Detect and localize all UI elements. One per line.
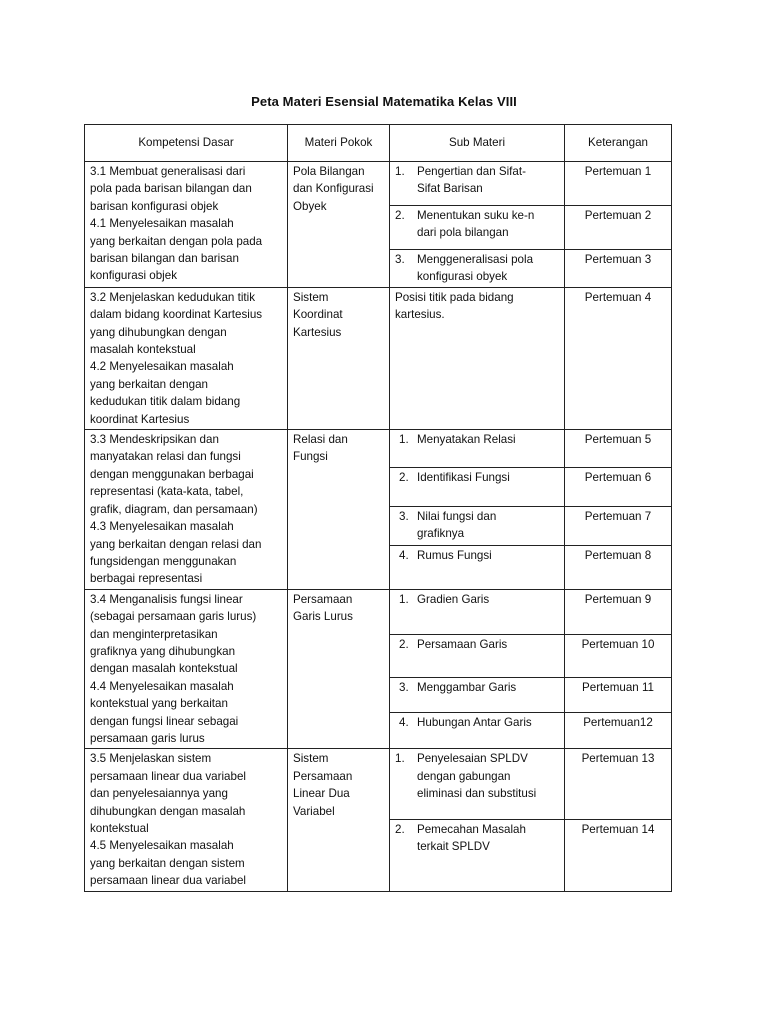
kompetensi-line: dan menginterpretasikan bbox=[90, 627, 218, 641]
keterangan-cell: Pertemuan 3 bbox=[565, 250, 672, 288]
kompetensi-line: kontekstual bbox=[90, 822, 149, 835]
sub-materi-line: Persamaan Garis bbox=[417, 638, 508, 652]
materi-line: Garis Lurus bbox=[293, 610, 353, 624]
sub-materi-line: dari pola bilangan bbox=[417, 226, 509, 240]
keterangan-cell: Pertemuan 14 bbox=[565, 819, 672, 891]
sub-materi-cell bbox=[390, 635, 565, 678]
sub-materi-number: 2. bbox=[399, 471, 409, 485]
keterangan-cell: Pertemuan 8 bbox=[565, 546, 672, 590]
sub-materi-cell bbox=[390, 430, 565, 468]
document-title: Peta Materi Esensial Matematika Kelas VIII bbox=[251, 94, 517, 109]
sub-materi-number: 1. bbox=[399, 592, 409, 606]
sub-materi-number: 4. bbox=[399, 549, 409, 563]
sub-materi-number: 2. bbox=[395, 822, 405, 836]
sub-materi-item bbox=[395, 591, 559, 608]
kompetensi-line: yang berkaitan dengan bbox=[90, 377, 208, 391]
keterangan-cell: Pertemuan 2 bbox=[565, 206, 672, 250]
materi-line: Pola Bilangan bbox=[293, 165, 365, 178]
sub-materi-line: Pengertian dan Sifat- bbox=[417, 165, 526, 178]
sub-materi-item bbox=[395, 289, 559, 324]
sub-materi-cell bbox=[390, 162, 565, 206]
materi-line: dan Konfigurasi bbox=[293, 182, 374, 196]
sub-materi-cell bbox=[390, 713, 565, 749]
sub-materi-text bbox=[395, 289, 559, 324]
sub-materi-item bbox=[395, 508, 559, 543]
sub-materi-line: Gradien Garis bbox=[417, 592, 490, 606]
kompetensi-line: dengan menggunakan berbagai bbox=[90, 467, 254, 481]
materi-line: Obyek bbox=[293, 199, 327, 213]
kompetensi-line: barisan bilangan dan barisan bbox=[90, 252, 239, 266]
sub-materi-cell bbox=[390, 506, 565, 545]
sub-materi-cell bbox=[390, 546, 565, 590]
kompetensi-line: persamaan linear dua variabel bbox=[90, 874, 246, 888]
kompetensi-line: 3.4 Menganalisis fungsi linear bbox=[90, 592, 243, 606]
sub-materi-line: eliminasi dan substitusi bbox=[417, 787, 537, 801]
sub-materi-number: 3. bbox=[399, 509, 409, 523]
kompetensi-line: fungsidengan menggunakan bbox=[90, 554, 237, 568]
sub-materi-item bbox=[395, 251, 559, 286]
sub-materi-cell bbox=[390, 468, 565, 506]
materi-line: Relasi dan bbox=[293, 433, 348, 447]
kompetensi-line: (sebagai persamaan garis lurus) bbox=[90, 610, 257, 624]
sub-materi-line: grafiknya bbox=[417, 527, 465, 541]
kompetensi-line: dengan masalah kontekstual bbox=[90, 662, 238, 676]
materi-pokok-cell bbox=[288, 162, 390, 288]
keterangan-cell: Pertemuan 13 bbox=[565, 749, 672, 820]
sub-materi-cell bbox=[390, 287, 565, 429]
keterangan-cell: Pertemuan 10 bbox=[565, 635, 672, 678]
kompetensi-line: kontekstual yang berkaitan bbox=[90, 697, 228, 711]
keterangan-cell: Pertemuan 5 bbox=[565, 430, 672, 468]
table-header-row bbox=[85, 125, 672, 162]
materi-pokok-cell bbox=[288, 430, 390, 590]
sub-materi-number: 2. bbox=[395, 209, 405, 222]
kompetensi-dasar-cell bbox=[85, 430, 288, 590]
kompetensi-dasar-cell bbox=[85, 749, 288, 891]
sub-materi-line: dengan gabungan bbox=[417, 769, 511, 783]
sub-materi-item bbox=[395, 431, 559, 448]
kompetensi-line: 4.2 Menyelesaikan masalah bbox=[90, 360, 234, 374]
sub-materi-text bbox=[417, 163, 559, 198]
materi-pokok-cell bbox=[288, 287, 390, 429]
sub-materi-cell bbox=[390, 206, 565, 250]
sub-materi-number: 1. bbox=[395, 752, 405, 766]
table-row bbox=[85, 589, 672, 634]
materi-line: Linear Dua bbox=[293, 787, 350, 801]
keterangan-cell: Pertemuan 4 bbox=[565, 287, 672, 429]
sub-materi-line: kartesius. bbox=[395, 308, 445, 322]
sub-materi-text bbox=[417, 636, 559, 653]
sub-materi-item bbox=[395, 821, 559, 856]
keterangan-cell: Pertemuan 9 bbox=[565, 589, 672, 634]
sub-materi-text bbox=[417, 508, 559, 543]
header-keterangan: Keterangan bbox=[565, 125, 672, 162]
header-sub-materi: Sub Materi bbox=[390, 125, 565, 162]
materi-line: Kartesius bbox=[293, 325, 342, 339]
sub-materi-text bbox=[417, 431, 559, 448]
materi-line: Sistem bbox=[293, 290, 329, 304]
sub-materi-item bbox=[395, 714, 559, 731]
kompetensi-line: 4.1 Menyelesaikan masalah bbox=[90, 217, 234, 231]
sub-materi-item bbox=[395, 547, 559, 564]
kompetensi-line: 3.1 Membuat generalisasi dari bbox=[90, 165, 246, 178]
sub-materi-number: 3. bbox=[395, 253, 405, 266]
kompetensi-line: yang berkaitan dengan relasi dan bbox=[90, 537, 262, 551]
sub-materi-item bbox=[395, 163, 559, 198]
kompetensi-line: yang berkaitan dengan sistem bbox=[90, 856, 245, 870]
kompetensi-line: 4.4 Menyelesaikan masalah bbox=[90, 679, 234, 693]
kompetensi-line: yang dihubungkan dengan bbox=[90, 325, 227, 339]
sub-materi-text bbox=[417, 714, 559, 731]
header-materi-pokok: Materi Pokok bbox=[288, 125, 390, 162]
kompetensi-line: dalam bidang koordinat Kartesius bbox=[90, 308, 263, 322]
sub-materi-line: Rumus Fungsi bbox=[417, 549, 492, 563]
sub-materi-line: Hubungan Antar Garis bbox=[417, 716, 532, 730]
sub-materi-line: Posisi titik pada bidang bbox=[395, 290, 514, 304]
sub-materi-line: Identifikasi Fungsi bbox=[417, 471, 510, 485]
sub-materi-line: Penyelesaian SPLDV bbox=[417, 752, 528, 766]
sub-materi-line: Menggeneralisasi pola bbox=[417, 253, 534, 266]
kompetensi-line: persamaan garis lurus bbox=[90, 731, 205, 745]
materi-line: Sistem bbox=[293, 752, 329, 766]
sub-materi-cell bbox=[390, 819, 565, 891]
materi-line: Fungsi bbox=[293, 450, 328, 464]
sub-materi-line: Sifat Barisan bbox=[417, 182, 483, 196]
sub-materi-number: 1. bbox=[395, 165, 405, 178]
sub-materi-item bbox=[395, 636, 559, 653]
kompetensi-line: manyatakan relasi dan fungsi bbox=[90, 450, 241, 464]
sub-materi-text bbox=[417, 547, 559, 564]
sub-materi-cell bbox=[390, 250, 565, 288]
kompetensi-line: konfigurasi objek bbox=[90, 269, 178, 283]
kompetensi-dasar-cell bbox=[85, 162, 288, 288]
kompetensi-line: grafik, diagram, dan persamaan) bbox=[90, 502, 258, 516]
materi-line: Koordinat bbox=[293, 308, 343, 322]
materi-line: Persamaan bbox=[293, 592, 353, 606]
sub-materi-cell bbox=[390, 678, 565, 713]
table-row bbox=[85, 162, 672, 206]
kompetensi-dasar-cell bbox=[85, 287, 288, 429]
kompetensi-line: grafiknya yang dihubungkan bbox=[90, 644, 236, 658]
sub-materi-item bbox=[395, 469, 559, 486]
sub-materi-text bbox=[417, 251, 559, 286]
keterangan-cell: Pertemuan 1 bbox=[565, 162, 672, 206]
sub-materi-line: Nilai fungsi dan bbox=[417, 509, 497, 523]
kompetensi-line: 3.2 Menjelaskan kedudukan titik bbox=[90, 290, 255, 304]
table-row bbox=[85, 749, 672, 820]
kompetensi-line: dan penyelesaiannya yang bbox=[90, 787, 228, 801]
sub-materi-line: Pemecahan Masalah bbox=[417, 822, 526, 836]
kompetensi-line: yang berkaitan dengan pola pada bbox=[90, 234, 263, 248]
header-kompetensi-dasar: Kompetensi Dasar bbox=[85, 125, 288, 162]
sub-materi-item bbox=[395, 679, 559, 696]
kompetensi-line: berbagai representasi bbox=[90, 572, 203, 586]
sub-materi-item bbox=[395, 750, 559, 802]
sub-materi-cell bbox=[390, 749, 565, 820]
sub-materi-number: 2. bbox=[399, 638, 409, 652]
kompetensi-line: kedudukan titik dalam bidang bbox=[90, 395, 241, 409]
sub-materi-text bbox=[417, 679, 559, 696]
kompetensi-line: barisan konfigurasi objek bbox=[90, 199, 219, 213]
table-row bbox=[85, 430, 672, 468]
keterangan-cell: Pertemuan12 bbox=[565, 713, 672, 749]
sub-materi-text bbox=[417, 821, 559, 856]
sub-materi-item bbox=[395, 207, 559, 242]
sub-materi-line: Menentukan suku ke-n bbox=[417, 209, 535, 222]
table-body bbox=[85, 162, 672, 892]
kompetensi-line: persamaan linear dua variabel bbox=[90, 769, 246, 783]
kompetensi-line: 3.5 Menjelaskan sistem bbox=[90, 752, 212, 766]
keterangan-cell: Pertemuan 6 bbox=[565, 468, 672, 506]
kompetensi-line: koordinat Kartesius bbox=[90, 412, 190, 426]
table-row bbox=[85, 287, 672, 429]
kompetensi-dasar-cell bbox=[85, 589, 288, 749]
kompetensi-line: representasi (kata-kata, tabel, bbox=[90, 485, 244, 499]
sub-materi-number: 1. bbox=[399, 433, 409, 447]
materi-table bbox=[84, 124, 672, 892]
kompetensi-line: 4.3 Menyelesaikan masalah bbox=[90, 520, 234, 534]
materi-pokok-cell bbox=[288, 589, 390, 749]
sub-materi-text bbox=[417, 750, 559, 802]
sub-materi-number: 3. bbox=[399, 681, 409, 695]
kompetensi-line: pola pada barisan bilangan dan bbox=[90, 182, 252, 196]
materi-pokok-cell bbox=[288, 749, 390, 891]
sub-materi-text bbox=[417, 469, 559, 486]
sub-materi-cell bbox=[390, 589, 565, 634]
sub-materi-text bbox=[417, 207, 559, 242]
keterangan-cell: Pertemuan 7 bbox=[565, 506, 672, 545]
kompetensi-line: 3.3 Mendeskripsikan dan bbox=[90, 433, 219, 447]
sub-materi-line: Menggambar Garis bbox=[417, 681, 517, 695]
kompetensi-line: dihubungkan dengan masalah bbox=[90, 804, 246, 818]
kompetensi-line: dengan fungsi linear sebagai bbox=[90, 714, 239, 728]
materi-line: Persamaan bbox=[293, 769, 353, 783]
kompetensi-line: 4.5 Menyelesaikan masalah bbox=[90, 839, 234, 853]
materi-line: Variabel bbox=[293, 804, 335, 818]
sub-materi-text bbox=[417, 591, 559, 608]
keterangan-cell: Pertemuan 11 bbox=[565, 678, 672, 713]
sub-materi-line: konfigurasi obyek bbox=[417, 270, 508, 284]
sub-materi-number: 4. bbox=[399, 716, 409, 730]
sub-materi-line: Menyatakan Relasi bbox=[417, 433, 516, 447]
kompetensi-line: masalah kontekstual bbox=[90, 343, 196, 357]
sub-materi-line: terkait SPLDV bbox=[417, 840, 490, 854]
